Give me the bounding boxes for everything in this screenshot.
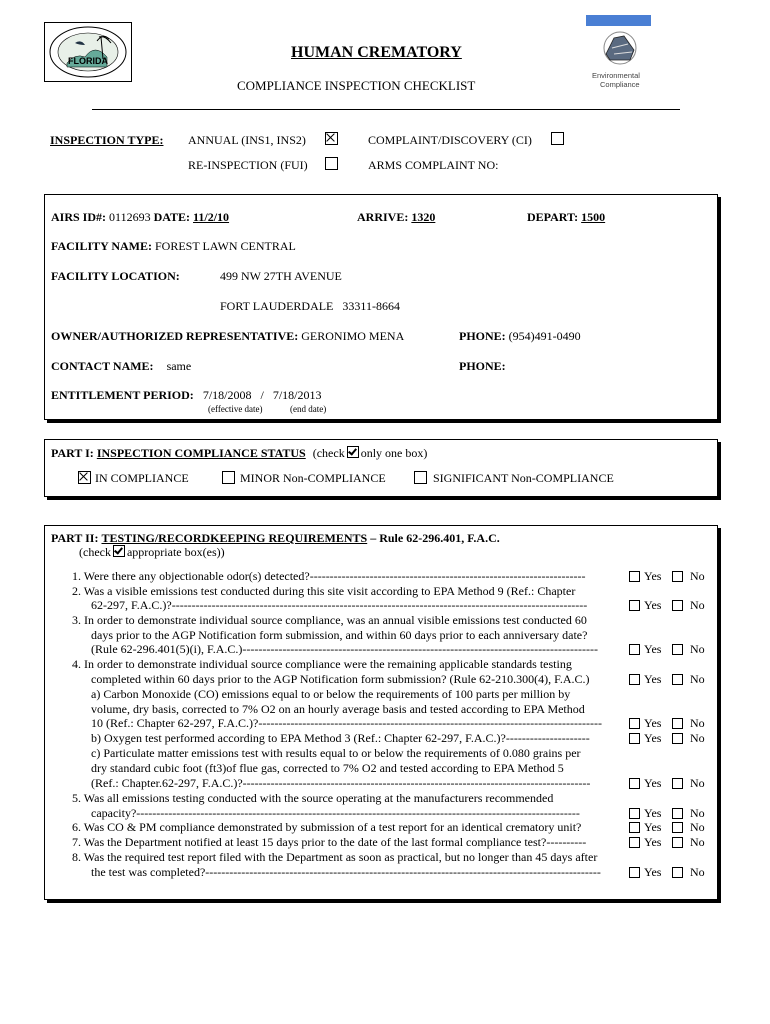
no-checkbox[interactable] — [672, 808, 683, 819]
yes-checkbox[interactable] — [629, 644, 640, 655]
effective-date-caption: (effective date) — [208, 404, 263, 414]
arrive-field: ARRIVE: 1320 — [357, 210, 436, 224]
contact-value: same — [166, 359, 192, 373]
phone-value: (954)491-0490 — [508, 329, 581, 343]
facility-address-line-2: FORT LAUDERDALE 33311-8664 — [220, 299, 400, 313]
q8-line-2: the test was completed?--------------------------------------------------------------------------------------------------- — [91, 865, 601, 879]
environmental-compliance-logo — [590, 30, 650, 92]
facility-address-line-1: 499 NW 27TH AVENUE — [220, 269, 342, 283]
yes-label: Yes — [644, 865, 662, 879]
phone-row: PHONE: (954)491-0490 — [459, 329, 581, 343]
yes-checkbox[interactable] — [629, 733, 640, 744]
q2-line-1: 2. Was a visible emissions test conducted during this site visit according to EPA Method 9 (Ref.: Chapter — [72, 584, 576, 598]
depart-value: 1500 — [581, 210, 606, 224]
q8-line-1: 8. Was the required test report filed with the Department as soon as practical, but no longer than 45 days after — [72, 850, 598, 864]
yes-label: Yes — [644, 776, 662, 790]
option-reinspection-checkbox[interactable] — [325, 157, 338, 170]
option-complaint-checkbox[interactable] — [551, 132, 564, 145]
q3-line-3: (Rule 62-296.401(5)(i), F.A.C.)----------------------------------------------------------------------------------------- — [91, 642, 599, 656]
arrive-value: 1320 — [411, 210, 436, 224]
q4a-line-2: volume, dry basis, corrected to 7% O2 on an hourly average basis and tested according to EPA Method — [91, 702, 585, 716]
florida-logo-text: FLORIDA — [68, 56, 108, 66]
inspection-type-label: INSPECTION TYPE: — [50, 133, 164, 147]
date-value: 11/2/10 — [193, 210, 230, 224]
owner-row: OWNER/AUTHORIZED REPRESENTATIVE: GERONIMO MENA — [51, 329, 405, 343]
q1-line: 1. Were there any objectionable odor(s) detected?--------------------------------------------------------------------- — [72, 569, 586, 583]
no-checkbox[interactable] — [672, 718, 683, 729]
q5-line-1: 5. Was all emissions testing conducted with the source operating at the manufacturers recommended — [72, 791, 554, 805]
q4-line-1: 4. In order to demonstrate individual source compliance were the remaining applicable standards testing — [72, 657, 572, 671]
yes-checkbox[interactable] — [629, 571, 640, 582]
option-annual-label: ANNUAL (INS1, INS2) — [188, 133, 306, 147]
yes-label: Yes — [644, 806, 662, 820]
yes-label: Yes — [644, 672, 662, 686]
yes-label: Yes — [644, 598, 662, 612]
accent-bar — [586, 15, 651, 26]
entitlement-end: 7/18/2013 — [272, 388, 322, 402]
part1-header: PART I: INSPECTION COMPLIANCE STATUS (check only one box) — [51, 446, 428, 460]
florida-logo — [44, 22, 132, 82]
q4a-line-1: a) Carbon Monoxide (CO) emissions equal to or below the requirements of 100 parts per million by — [91, 687, 571, 701]
option-annual-checkbox[interactable] — [325, 132, 338, 145]
entitlement-row: ENTITLEMENT PERIOD: 7/18/2008 / 7/18/2013 — [51, 388, 322, 402]
facility-name-value: FOREST LAWN CENTRAL — [155, 239, 296, 253]
q6-line: 6. Was CO & PM compliance demonstrated by submission of a test report for an identical crematory unit? — [72, 820, 582, 834]
minor-noncompliance-label: MINOR Non-COMPLIANCE — [240, 471, 386, 485]
yes-label: Yes — [644, 820, 662, 834]
check-mark-icon — [347, 446, 359, 458]
no-label: No — [690, 731, 705, 745]
arms-complaint-label: ARMS COMPLAINT NO: — [368, 158, 499, 172]
no-label: No — [690, 776, 705, 790]
q4a-line-3: 10 (Ref.: Chapter 62-297, F.A.C.)?-------------------------------------------------------------------------------------- — [91, 716, 603, 730]
q7-line: 7. Was the Department notified at least 15 days prior to the date of the last formal compliance test?---------- — [72, 835, 587, 849]
yes-label: Yes — [644, 835, 662, 849]
check-mark-icon — [113, 545, 125, 557]
entitlement-start: 7/18/2008 — [202, 388, 252, 402]
airs-id-value: 0112693 — [109, 210, 151, 224]
in-compliance-label: IN COMPLIANCE — [95, 471, 189, 485]
contact-row: CONTACT NAME: same — [51, 359, 192, 373]
no-checkbox[interactable] — [672, 837, 683, 848]
yes-checkbox[interactable] — [629, 600, 640, 611]
option-complaint-label: COMPLAINT/DISCOVERY (CI) — [368, 133, 532, 147]
q4c-line-3: (Ref.: Chapter.62-297, F.A.C.)?--------------------------------------------------------------------------------------- — [91, 776, 591, 790]
no-checkbox[interactable] — [672, 674, 683, 685]
yes-checkbox[interactable] — [629, 822, 640, 833]
no-checkbox[interactable] — [672, 733, 683, 744]
airs-id-row: AIRS ID#: 0112693 DATE: 11/2/10 — [51, 210, 230, 224]
part2-instruction: (check appropriate box(es)) — [79, 545, 225, 559]
option-reinspection-label: RE-INSPECTION (FUI) — [188, 158, 308, 172]
minor-noncompliance-checkbox[interactable] — [222, 471, 235, 484]
significant-noncompliance-checkbox[interactable] — [414, 471, 427, 484]
q4-line-2: completed within 60 days prior to the AGP Notification form submission? (Rule 62-210.300(4), F.A.C.) — [91, 672, 590, 686]
no-label: No — [690, 806, 705, 820]
depart-field: DEPART: 1500 — [527, 210, 606, 224]
q3-line-1: 3. In order to demonstrate individual source compliance, was an annual visible emissions test conducted 60 — [72, 613, 587, 627]
yes-checkbox[interactable] — [629, 778, 640, 789]
yes-label: Yes — [644, 731, 662, 745]
page-title: HUMAN CREMATORY — [291, 44, 462, 61]
no-checkbox[interactable] — [672, 822, 683, 833]
yes-checkbox[interactable] — [629, 837, 640, 848]
page-subtitle: COMPLIANCE INSPECTION CHECKLIST — [237, 78, 476, 93]
part2-header: PART II: TESTING/RECORDKEEPING REQUIREMENTS – Rule 62-296.401, F.A.C. — [51, 531, 500, 545]
building-icon — [590, 30, 650, 70]
q2-line-2: 62-297, F.A.C.)?-------------------------------------------------------------------------------------------------------- — [91, 598, 588, 612]
yes-checkbox[interactable] — [629, 867, 640, 878]
owner-value: GERONIMO MENA — [301, 329, 405, 343]
q5-line-2: capacity?--------------------------------------------------------------------------------------------------------------- — [91, 806, 580, 820]
no-label: No — [690, 642, 705, 656]
title-divider — [92, 109, 680, 110]
yes-checkbox[interactable] — [629, 718, 640, 729]
no-label: No — [690, 865, 705, 879]
significant-noncompliance-label: SIGNIFICANT Non-COMPLIANCE — [433, 471, 614, 485]
yes-label: Yes — [644, 716, 662, 730]
no-checkbox[interactable] — [672, 867, 683, 878]
florida-seal-icon — [45, 23, 131, 81]
yes-checkbox[interactable] — [629, 808, 640, 819]
in-compliance-checkbox[interactable] — [78, 471, 91, 484]
logo-caption-1: Environmental — [592, 71, 640, 80]
no-label: No — [690, 598, 705, 612]
q3-line-2: days prior to the AGP Notification form submission, and within 60 days prior to each anniversary date? — [91, 628, 588, 642]
q4b-line: b) Oxygen test performed according to EPA Method 3 (Ref.: Chapter 62-297, F.A.C.)?--------------------- — [91, 731, 590, 745]
no-label: No — [690, 835, 705, 849]
no-checkbox[interactable] — [672, 600, 683, 611]
q4c-line-2: dry standard cubic foot (ft3)of flue gas, corrected to 7% O2 and tested according to EPA Method 5 — [91, 761, 564, 775]
yes-label: Yes — [644, 642, 662, 656]
no-label: No — [690, 716, 705, 730]
no-label: No — [690, 569, 705, 583]
no-label: No — [690, 672, 705, 686]
end-date-caption: (end date) — [290, 404, 327, 414]
no-checkbox[interactable] — [672, 571, 683, 582]
facility-name-row: FACILITY NAME: FOREST LAWN CENTRAL — [51, 239, 296, 253]
yes-checkbox[interactable] — [629, 674, 640, 685]
logo-caption-2: Compliance — [600, 80, 640, 89]
yes-label: Yes — [644, 569, 662, 583]
q4c-line-1: c) Particulate matter emissions test with results equal to or below the requirements of 0.080 grains per — [91, 746, 581, 760]
no-label: No — [690, 820, 705, 834]
facility-location-label: FACILITY LOCATION: — [51, 269, 180, 283]
phone2-label: PHONE: — [459, 359, 506, 373]
no-checkbox[interactable] — [672, 778, 683, 789]
no-checkbox[interactable] — [672, 644, 683, 655]
